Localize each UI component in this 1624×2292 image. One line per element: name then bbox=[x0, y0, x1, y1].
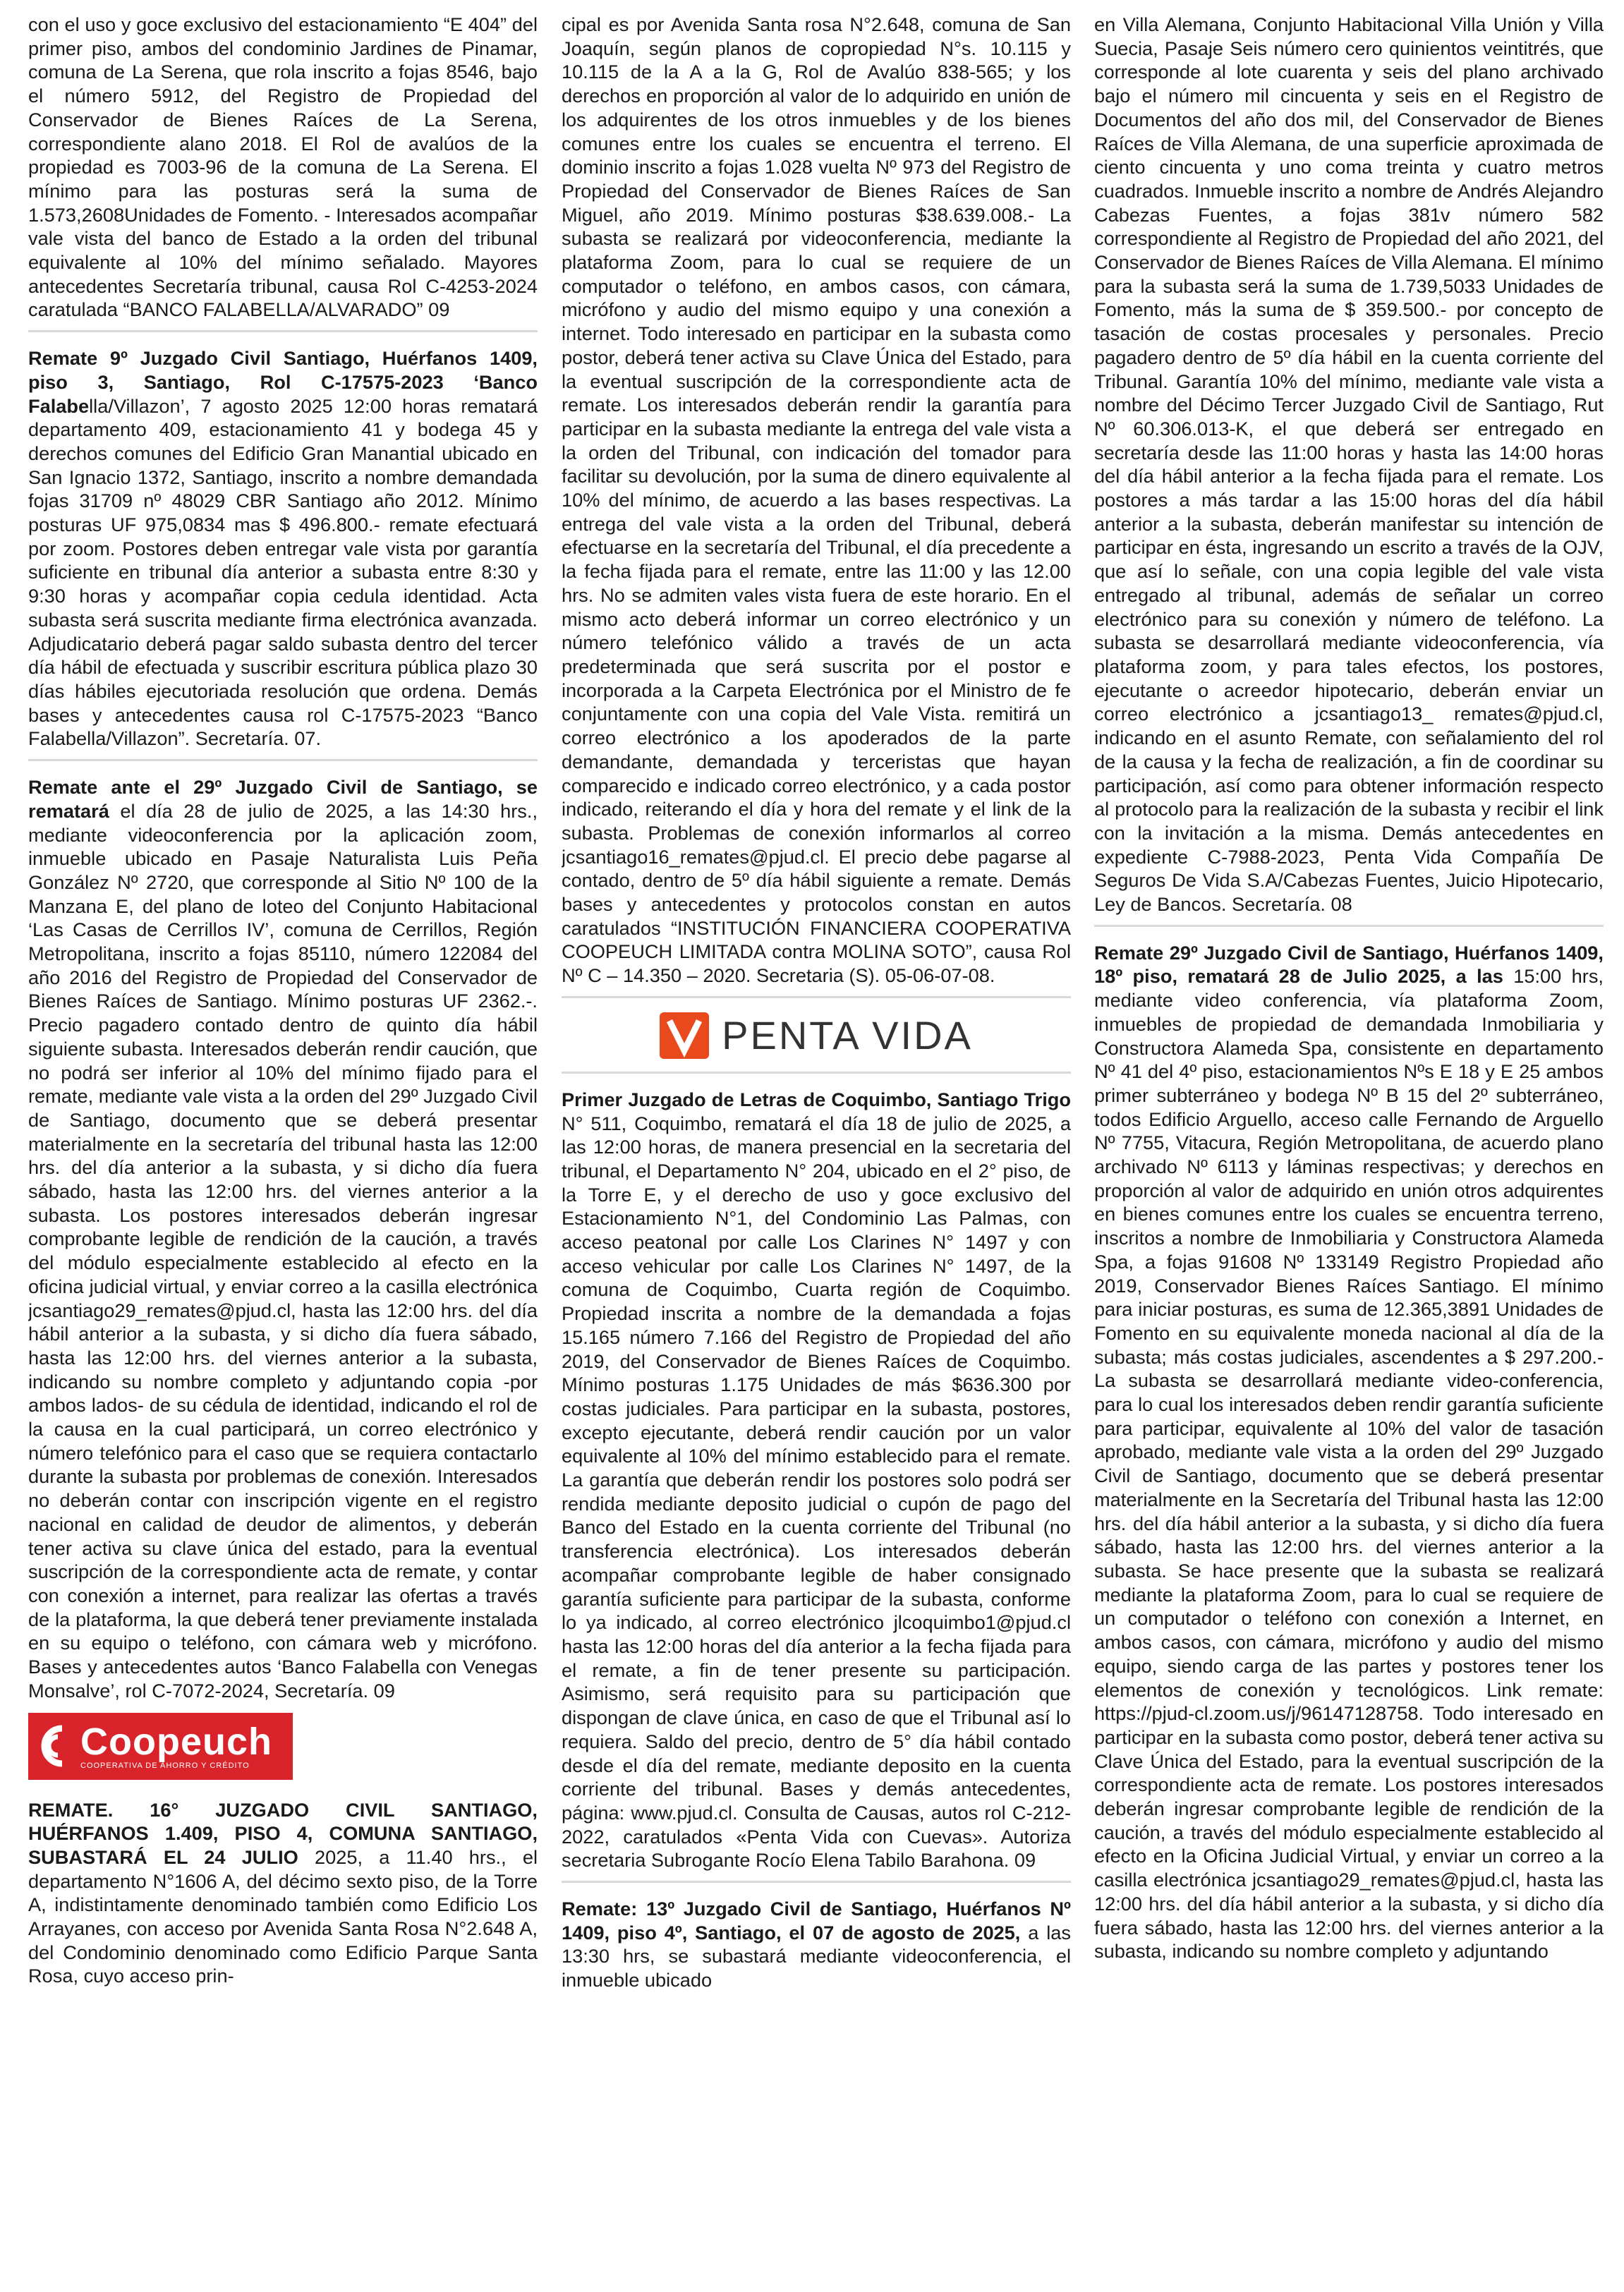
column-2 bbox=[562, 13, 1071, 2281]
column-3 bbox=[1094, 13, 1604, 2281]
notice-29-juzgado bbox=[28, 775, 538, 1702]
notice-29-juzgado-vitacura bbox=[1094, 941, 1604, 1963]
divider bbox=[562, 1072, 1071, 1074]
divider bbox=[1094, 925, 1604, 927]
notice-13-juzgado bbox=[562, 1897, 1071, 1992]
coopeuch-subtitle: COOPERATIVA DE AHORRO Y CRÉDITO bbox=[80, 1761, 250, 1770]
notice-heading: REMATE. 16° JUZGADO CIVIL SANTIAGO, HUÉRFANOS 1.409, PISO 4, COMUNA SANTIAGO, SUBASTARÁ EL 24 JULIO bbox=[28, 1798, 538, 1868]
notice-9-juzgado bbox=[28, 346, 538, 751]
notice-heading: Remate ante el 29º Juzgado Civil de Santiago, se rematará bbox=[28, 776, 538, 822]
notice-body: N° 511, Coquimbo, rematará el día 18 de julio de 2025, a las 12:00 horas, de manera presencial en la secretaria del tribunal, el Departamento N° 204, ubicado en el 2° piso, de la Torre E, y el derecho de uso y goce exclusivo del Estacionamiento N°1, del Condominio Las Palmas, con acceso peatonal por calle Los Clarines N° 1497 y con acceso vehicular por calle Los Clarines N° 1497, de la comuna de Coquimbo, Cuarta región de Coquimbo. Propiedad inscrita a nombre de la demandada a fojas 15.165 número 7.166 del Registro de Propiedad del año 2019, del Conservador de Bienes Raíces de Coquimbo. Mínimo posturas 1.175 Unidades de más $636.300 por costas judiciales. Para participar en la subasta, postores, excepto ejecutante, deberá rendir caución por un valor equivalente al 10% del mínimo establecido para el remate. La garantía que deberán rendir los postores solo podrá ser rendida mediante deposito judicial o cupón de pago del Banco del Estado en la cuenta corriente del Tribunal (no transferencia electrónica). Los interesados deberán acompañar comprobante legible de haber consignado garantía suficiente para participar de la subasta, conforme lo ya indicado, al correo electrónico jlcoquimbo1@pjud.cl hasta las 12:00 horas del día anterior a la fecha fijada para el remate, a fin de tener presente su participación. Asimismo, será requisito para su participación que dispongan de clave única, en caso de que el Tribunal así lo requiera. Saldo del precio, dentro de 5° día hábil contado desde el día del remate, mediante deposito en la cuenta corriente del tribunal. Bases y demás antecedentes, página: www.pjud.cl. Consulta de Causas, autos rol C-212-2022, caratulados «Penta Vida con Cuevas». Autoriza secretaria Subrogante Rocío Elena Tabilo Barahona. 09 bbox=[562, 1112, 1071, 1872]
divider bbox=[28, 759, 538, 761]
notice-body: 15:00 hrs, mediante video conferencia, vía plataforma Zoom, inmuebles de propiedad de demandada Inmobiliaria y Constructora Alameda Spa, consistente en departamento Nº 41 del 4º piso, estacionamientos Nºs E 18 y E 25 ambos primer subterráneo y bodega Nº B 15 del 2º subterráneo, todos Edificio Arguello, acceso calle Fernando de Arguello Nº 7755, Vitacura, Región Metropolitana, de acuerdo plano archivado Nº 6113 y láminas respectivas; y derechos en proporción al valor de adquirido en unión otros adquirentes en bienes comunes entre los cuales se encuentra terreno, inscritos a nombre de Inmobiliaria y Constructora Alameda Spa, a fojas 91608 Nº 133149 Registro Propiedad año 2019, Conservador Bienes Raíces Santiago. El mínimo para iniciar posturas, es suma de 12.365,3891 Unidades de Fomento en su equivalente moneda nacional al día de la subasta; más costas judiciales, ascendentes a $ 297.200.- La subasta se desarrollará mediante video-conferencia, para lo cual los interesados deben rendir garantía suficiente para participar, equivalente al 10% del valor de tasación aprobado, mediante vale vista a la orden del 29º Juzgado Civil de Santiago, documento que se deberá presentar materialmente en la Secretaría del Tribunal hasta las 12:00 hrs. del día hábil anterior a la subasta, y si dicho día fuera sábado, hasta las 12:00 hrs. del viernes anterior a la subasta. Se hace presente que la subasta se realizará mediante la plataforma Zoom, para lo cual se requiere de un computador o teléfono con conexión a Internet, en ambos casos, con cámara, micrófono y audio del mismo equipo, siendo carga de las partes y postores tener los elementos de conexión y tecnológicos. Link remate: https://pjud-cl.zoom.us/j/96147128758. Todo interesado en participar en la subasta como postor, deberá tener activa su Clave Única del Estado, para la eventual suscripción de la correspondiente acta de remate. Los postores interesados deberán ingresar comprobante legible de rendición de la caución, a través del módulo especialmente establecido al efecto en la Oficina Judicial Virtual, y enviar un correo a la casilla electrónica jcsantiago29_remates@pjud.cl, hasta las 12:00 hrs. del día hábil anterior a la subasta, y si dicho día fuera sábado, hasta las 12:00 hrs. del viernes anterior a la subasta, indicando su nombre completo y adjuntando bbox=[1094, 965, 1604, 1963]
penta-vida-logo bbox=[562, 1012, 1071, 1059]
coopeuch-name: Coopeuch bbox=[80, 1720, 272, 1763]
newspaper-page bbox=[28, 13, 1604, 2281]
coopeuch-mark-icon bbox=[37, 1721, 73, 1771]
divider bbox=[562, 996, 1071, 998]
notice-body: lla/Villazon’, 7 agosto 2025 12:00 horas rematará departamento 409, estacionamiento 41 y bodega 45 y derechos comunes del Edificio Gran Manantial ubicado en San Ignacio 1372, Santiago, inscrito a nombre demandada fojas 31709 nº 48029 CBR Santiago año 2012. Mínimo posturas UF 975,0834 mas $ 496.800.- remate efectuará por zoom. Postores deben entregar vale vista por garantía suficiente en tribunal día anterior a subasta entre 8:30 y 9:30 horas y acompañar copia cedula identidad. Acta subasta será suscrita mediante firma electrónica avanzada. Adjudicatario deberá pagar saldo subasta dentro del tercer día hábil de efectuada y suscribir escritura pública plazo 30 días hábiles ejecutoriada resolución que ordena. Demás bases y antecedentes causa rol C-17575-2023 “Banco Falabella/Villazon”. Secretaría. 07. bbox=[28, 394, 538, 750]
notice-body: 2025, a 11.40 hrs., el departamento N°1606 A, del décimo sexto piso, de la Torre A, indistintamente denominado también como Edificio Los Arrayanes, con acceso por Avenida Santa Rosa N°2.648 A, del Condominio denominado como Edificio Parque Santa Rosa, cuyo acceso prin- bbox=[28, 1845, 538, 1987]
notice-16-juzgado bbox=[28, 1798, 538, 1989]
notice-body: el día 28 de julio de 2025, a las 14:30 hrs., mediante videoconferencia por la aplicación zoom, inmueble ubicado en Pasaje Naturalista Luis Peña González Nº 2720, que corresponde al Sitio Nº 100 de la Manzana E, del plano de loteo del Conjunto Habitacional ‘Las Casas de Cerrillos IV’, comuna de Cerrillos, Región Metropolitana, inscrito a fojas 85110, número 122084 del año 2016 del Registro de Propiedad del Conservador de Bienes Raíces de Santiago. Mínimo posturas UF 2362.-. Precio pagadero contado dentro de quinto día hábil siguiente subasta. Interesados deberán rendir caución, que no podrá ser inferior al 10% del mínimo fijado para el remate, mediante vale vista a la orden del 29º Juzgado Civil de Santiago, documento que se deberá presentar materialmente en la secretaría del tribunal hasta las 12:00 hrs. del día anterior a la subasta, y si dicho día fuera sábado, hasta las 12:00 hrs. del viernes anterior a la subasta. Los postores interesados deberán ingresar comprobante legible de rendición de la caución, a través del módulo especialmente establecido al efecto en la oficina judicial virtual, y enviar correo a la casilla electrónica jcsantiago29_remates@pjud.cl, hasta las 12:00 hrs. del día hábil anterior a la subasta, y si dicho día fuera sábado, hasta las 12:00 hrs. del viernes anterior a la subasta, indicando su nombre completo y adjuntando copia -por ambos lados- de su cédula de identidad, indicando el rol de la causa en la cual participará, un correo electrónico y número telefónico para el caso que se requiera contactarlo durante la subasta por problemas de conexión. Interesados no deberán contar con inscripción vigente en el registro nacional en calidad de deudor de alimentos, y deberán tener activa su clave única del estado, para la eventual suscripción de la correspondiente acta de remate, y contar con conexión a internet, para realizar las ofertas a través de la plataforma, la que deberá tener previamente instalada en su equipo o teléfono, con cámara web y micrófono. Bases y antecedentes autos ‘Banco Falabella con Venegas Monsalve’, rol C-7072-2024, Secretaría. 09 bbox=[28, 799, 538, 1702]
coopeuch-logo bbox=[28, 1713, 538, 1780]
notice-heading: Remate 9º Juzgado Civil Santiago, Huérfanos 1409, piso 3, Santiago, Rol C-17575-2023 ‘Banco Falabe bbox=[28, 347, 538, 417]
column-1 bbox=[28, 13, 538, 2281]
notice-coquimbo bbox=[562, 1088, 1071, 1872]
notice-body: a las 13:30 hrs, se subastará mediante videoconferencia, el inmueble ubicado bbox=[562, 1921, 1071, 1991]
notice-continuation: en Villa Alemana, Conjunto Habitacional Villa Unión y Villa Suecia, Pasaje Seis número cero quinientos veintitrés, que corresponde al lote cuarenta y seis del plano archivado bajo el número mil cincuenta y seis en el Registro de Documentos del año dos mil, del Conservador de Bienes Raíces de Villa Alemana, de una superficie aproximada de ciento cincuenta y uno coma treinta y cuatro metros cuadrados. Inmueble inscrito a nombre de Andrés Alejandro Cabezas Fuentes, a fojas 381v número 582 correspondiente al Registro de Propiedad del año 2021, del Conservador de Bienes Raíces de Villa Alemana. El mínimo para la subasta será la suma de 1.739,5033 Unidades de Fomento, más la suma de $ 359.500.- por concepto de tasación de costas procesales y personales. Precio pagadero dentro de 5º día hábil en la cuenta corriente del Tribunal. Garantía 10% del mínimo, mediante vale vista a nombre del Décimo Tercer Juzgado Civil de Santiago, Rut Nº 60.306.013-K, el que deberá ser entregado en secretaría desde las 11:00 horas y hasta las 14:00 horas del día hábil anterior a la fecha fijada para el remate. Los postores a más tardar a las 15:00 horas del día hábil anterior a la subasta, deberán manifestar su intención de participar en ésta, ingresando un escrito a través de la OJV, que así lo señale, con una copia legible del vale vista entregado al tribunal, además de señalar un correo electrónico para su conexión y número de teléfono. La subasta se desarrollará mediante videoconferencia, vía plataforma zoom, y para tales efectos, los postores, ejecutante o acreedor hipotecario, deberán enviar un correo electrónico a jcsantiago13_ remates@pjud.cl, indicando en el asunto Remate, con señalamiento del rol de la causa y la fecha de realización, a fin de coordinar su participación, así como para obtener información respecto al protocolo para la realización de la subasta y recibir el link con la invitación a la misma. Demás antecedentes en expediente C-7988-2023, Penta Vida Compañía De Seguros De Vida S.A/Cabezas Fuentes, Juicio Hipotecario, Ley de Bancos. Secretaría. 08 bbox=[1094, 13, 1604, 916]
notice-heading: Primer Juzgado de Letras de Coquimbo, Santiago Trigo bbox=[562, 1088, 1071, 1110]
notice-continuation: con el uso y goce exclusivo del estacionamiento “E 404” del primer piso, ambos del condominio Jardines de Pinamar, comuna de La Serena, que rola inscrito a fojas 8546, bajo el número 5912, del Registro de Propiedad del Conservador de Bienes Raíces de La Serena, correspondiente alano 2018. El Rol de avalúos de la propiedad es 7003-96 de la comuna de La Serena. El mínimo para las posturas será la suma de 1.573,2608Unidades de Fomento. - Interesados acompañar vale vista del banco de Estado a la orden del tribunal equivalente al 10% del mínimo señalado. Mayores antecedentes Secretaría tribunal, causa Rol C-4253-2024 caratulada “BANCO FALABELLA/ALVARADO” 09 bbox=[28, 13, 538, 321]
divider bbox=[562, 1881, 1071, 1883]
notice-heading: Remate 29º Juzgado Civil de Santiago, Huérfanos 1409, 18º piso, rematará 28 de Julio 2025, a las bbox=[1094, 941, 1604, 988]
notice-continuation: cipal es por Avenida Santa rosa N°2.648, comuna de San Joaquín, según planos de copropiedad N°s. 10.115 y 10.115 de la A a la G, Rol de Avalúo 838-565; y los derechos en proporción al valor de lo adquirido en unión de los adquirentes de los otros inmuebles y de los bienes comunes entre los cuales se encuentra el terreno. El dominio inscrito a fojas 1.028 vuelta Nº 973 del Registro de Propiedad del Conservador de Bienes Raíces de San Miguel, año 2019. Mínimo posturas $38.639.008.- La subasta se realizará por videoconferencia, mediante la plataforma Zoom, para lo cual se requiere de un computador o teléfono, en ambos casos, con cámara, micrófono y audio del mismo equipo y una conexión a internet. Todo interesado en participar en la subasta como postor, deberá tener activa su Clave Única del Estado, para la eventual suscripción de la correspondiente acta de remate. Los interesados deberán rendir la garantía para participar en la subasta mediante la entrega del vale vista a la orden del Tribunal, con indicación del tomador para facilitar su devolución, por la suma de dinero equivalente al 10% del mínimo, de acuerdo a las bases respectivas. La entrega del vale vista a la orden del Tribunal, deberá efectuarse en la secretaría del Tribunal, el día precedente a la fecha fijada para el remate, entre las 11:00 y las 12.00 hrs. No se admiten vales vista fuera de este horario. En el mismo acto deberá informar un correo electrónico y un número telefónico válido a través de un acta predeterminada que será suscrita por el postor e incorporada a la Carpeta Electrónica por el Ministro de fe conjuntamente con una copia del Vale Vista. remitirá un correo electrónico a los apoderados de la parte demandante, demandada y terceristas que hayan comparecido e indicado correo electrónico, y a cada postor indicado, reiterando el día y hora del remate y el link de la subasta. Problemas de conexión informarlos al correo jcsantiago16_remates@pjud.cl. El precio debe pagarse al contado, dentro de 5º día hábil siguiente a remate. Demás bases y antecedentes y protocolos constan en autos caratulados “INSTITUCIÓN FINANCIERA COOPERATIVA COOPEUCH LIMITADA contra MOLINA SOTO”, causa Rol Nº C – 14.350 – 2020. Secretaria (S). 05-06-07-08. bbox=[562, 13, 1071, 987]
penta-vida-name: PENTA VIDA bbox=[722, 1013, 973, 1058]
divider bbox=[28, 330, 538, 332]
notice-heading: Remate: 13º Juzgado Civil de Santiago, Huérfanos Nº 1409, piso 4º, Santiago, el 07 de agosto de 2025, bbox=[562, 1898, 1071, 1944]
penta-vida-mark-icon bbox=[660, 1012, 709, 1059]
